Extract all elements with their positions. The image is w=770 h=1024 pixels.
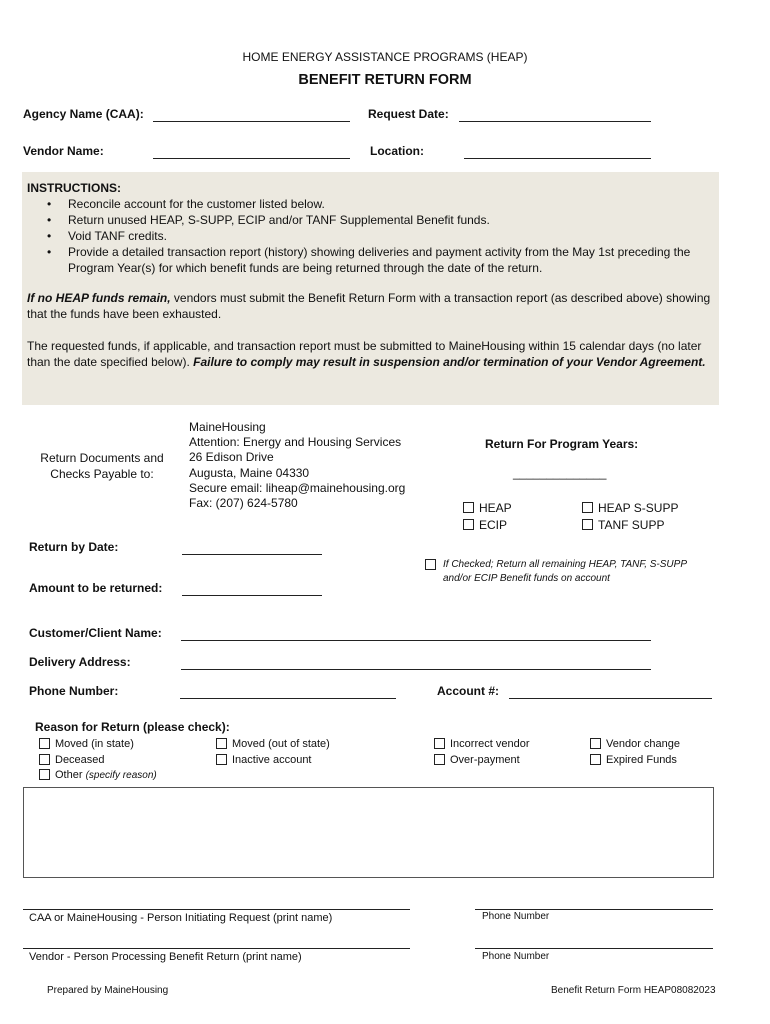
return-documents-label — [28, 450, 176, 482]
checkbox-label: TANF SUPP — [598, 518, 665, 532]
amount-label: Amount to be returned: — [29, 581, 163, 595]
checkbox-label: Expired Funds — [606, 754, 677, 766]
request-date-field[interactable] — [459, 121, 651, 122]
request-date-label: Request Date: — [368, 107, 449, 121]
address-line: Fax: (207) 624-5780 — [189, 496, 298, 511]
checkbox-over-payment[interactable] — [434, 754, 520, 766]
delivery-address-field[interactable] — [181, 669, 651, 670]
checkbox-box[interactable] — [463, 502, 474, 513]
location-label: Location: — [370, 144, 424, 158]
checkbox-label: Incorrect vendor — [450, 738, 530, 750]
address-line: MaineHousing — [189, 420, 266, 434]
instructions-list — [27, 196, 712, 276]
vendor-signature-label: Vendor - Person Processing Benefit Return (print name) — [29, 951, 302, 963]
mailing-address — [189, 420, 405, 511]
checkbox-box[interactable] — [39, 754, 50, 765]
checkbox-box[interactable] — [434, 754, 445, 765]
vendor-phone-label: Phone Number — [482, 951, 550, 962]
checkbox-box[interactable] — [590, 754, 601, 765]
checkbox-box[interactable] — [463, 519, 474, 530]
checkbox-label: Vendor change — [606, 738, 681, 750]
checkbox-label: HEAP S-SUPP — [598, 501, 679, 515]
no-funds-emphasis: If no HEAP funds remain, — [27, 291, 171, 305]
checkbox-box[interactable] — [582, 502, 593, 513]
return-by-date-field[interactable] — [182, 554, 322, 555]
checkbox-heap-ssupp[interactable] — [582, 501, 678, 515]
return-label-line1: Return Documents and — [40, 451, 164, 465]
instructions-heading: INSTRUCTIONS: — [27, 181, 121, 195]
instruction-item: • Void TANF credits. — [68, 228, 712, 244]
other-note: (specify reason) — [85, 770, 157, 781]
instructions-box — [22, 172, 719, 405]
program-years-field[interactable]: ______________ — [513, 466, 607, 480]
checkbox-box[interactable] — [39, 738, 50, 749]
return-all-note — [443, 558, 687, 586]
checkbox-box[interactable] — [216, 754, 227, 765]
checkbox-box[interactable] — [434, 738, 445, 749]
footer-prepared-by: Prepared by MaineHousing — [47, 985, 169, 996]
account-field[interactable] — [509, 698, 712, 699]
instructions-paragraph-2 — [27, 338, 712, 370]
customer-name-label: Customer/Client Name: — [29, 626, 162, 640]
checkbox-tanf-supp[interactable] — [582, 518, 664, 532]
caa-signature-line[interactable] — [23, 909, 410, 910]
agency-name-label: Agency Name (CAA): — [23, 107, 144, 121]
compliance-warning: Failure to comply may result in suspension and/or termination of your Vendor Agreement. — [193, 355, 706, 369]
checkbox-inactive-account[interactable] — [216, 754, 312, 766]
address-line: Secure email: liheap@mainehousing.org — [189, 480, 406, 495]
checkbox-deceased[interactable] — [39, 754, 105, 766]
checkbox-expired-funds[interactable] — [590, 754, 677, 766]
checkbox-incorrect-vendor[interactable] — [434, 738, 529, 750]
instructions-paragraph-1 — [27, 290, 712, 322]
caa-signature-label: CAA or MaineHousing - Person Initiating Request (print name) — [29, 912, 333, 924]
phone-number-field[interactable] — [180, 698, 396, 699]
agency-name-field[interactable] — [153, 121, 350, 122]
instruction-item: • Return unused HEAP, S-SUPP, ECIP and/or TANF Supplemental Benefit funds. — [68, 212, 712, 228]
checkbox-return-all[interactable] — [425, 558, 441, 572]
footer-form-id: Benefit Return Form HEAP08082023 — [551, 985, 716, 996]
instruction-item: • Provide a detailed transaction report (history) showing deliveries and payment activity from the May 1st preceding the Program Year(s) for which benefit funds are being returned through the date of the return. — [68, 244, 712, 276]
return-by-date-label: Return by Date: — [29, 540, 119, 554]
checkbox-other[interactable] — [39, 769, 157, 781]
address-line: 26 Edison Drive — [189, 450, 274, 465]
checkbox-label: Moved (out of state) — [232, 738, 330, 750]
checkbox-moved-out-of-state[interactable] — [216, 738, 330, 750]
vendor-name-label: Vendor Name: — [23, 144, 104, 158]
customer-name-field[interactable] — [181, 640, 651, 641]
checkbox-box[interactable] — [590, 738, 601, 749]
caa-phone-line[interactable] — [475, 909, 713, 910]
amount-field[interactable] — [182, 595, 322, 596]
checkbox-label: Other — [55, 769, 83, 781]
delivery-address-label: Delivery Address: — [29, 655, 131, 669]
checkbox-moved-in-state[interactable] — [39, 738, 134, 750]
checkbox-box[interactable] — [216, 738, 227, 749]
checkbox-label: Moved (in state) — [55, 738, 134, 750]
checkbox-box[interactable] — [582, 519, 593, 530]
form-title: BENEFIT RETURN FORM — [298, 72, 472, 88]
return-all-line2: and/or ECIP Benefit funds on account — [443, 573, 610, 584]
phone-number-label: Phone Number: — [29, 684, 119, 698]
return-all-line1: If Checked; Return all remaining HEAP, TANF, S-SUPP — [443, 559, 687, 570]
checkbox-label: Over-payment — [450, 754, 520, 766]
program-years-label: Return For Program Years: — [485, 437, 639, 451]
checkbox-vendor-change[interactable] — [590, 738, 680, 750]
deadline-text: The requested funds, if applicable, and transaction report must be submitted to MaineHousing within 15 calendar days (no later than the date specified below). — [27, 339, 702, 369]
address-line: Augusta, Maine 04330 — [189, 465, 310, 480]
vendor-name-field[interactable] — [153, 158, 350, 159]
vendor-signature-line[interactable] — [23, 948, 410, 949]
account-label: Account #: — [437, 684, 500, 698]
checkbox-label: Deceased — [55, 754, 105, 766]
checkbox-label: ECIP — [479, 518, 508, 532]
vendor-phone-line[interactable] — [475, 948, 713, 949]
checkbox-label: HEAP — [479, 501, 512, 515]
return-label-line2: Checks Payable to: — [50, 467, 154, 481]
caa-phone-label: Phone Number — [482, 911, 550, 922]
other-reason-textarea[interactable] — [23, 787, 714, 878]
no-funds-text: vendors must submit the Benefit Return Form with a transaction report (as described above) showing that the funds have been exhausted. — [27, 291, 711, 321]
address-line: Attention: Energy and Housing Services — [189, 435, 402, 450]
program-heading: HOME ENERGY ASSISTANCE PROGRAMS (HEAP) — [242, 50, 528, 64]
instruction-item: • Reconcile account for the customer listed below. — [68, 196, 712, 212]
checkbox-label: Inactive account — [232, 754, 312, 766]
reason-label: Reason for Return (please check): — [35, 720, 230, 734]
checkbox-box[interactable] — [425, 559, 436, 570]
location-field[interactable] — [464, 158, 651, 159]
checkbox-ecip[interactable] — [463, 518, 507, 532]
checkbox-heap[interactable] — [463, 501, 512, 515]
checkbox-box[interactable] — [39, 769, 50, 780]
